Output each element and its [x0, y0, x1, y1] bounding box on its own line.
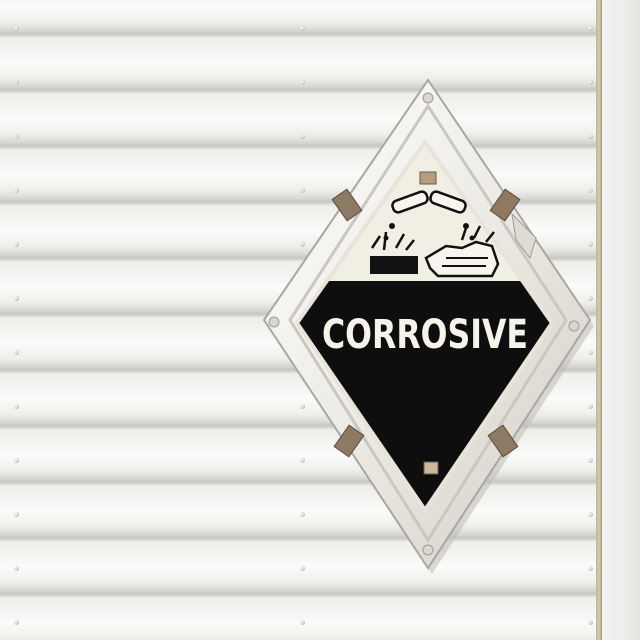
placard-label: CORROSIVE — [322, 312, 528, 358]
